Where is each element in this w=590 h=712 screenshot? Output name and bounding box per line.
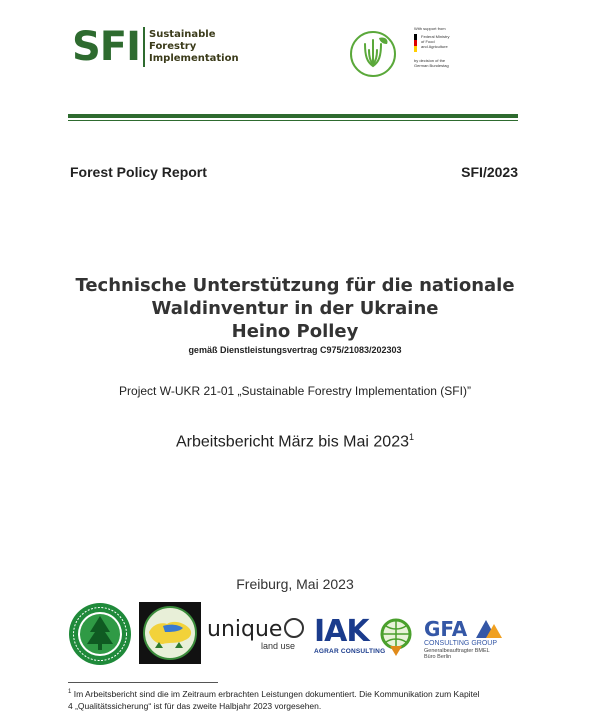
header-rule-thick — [68, 114, 518, 118]
footnote-line-1: $^1$ Im Arbeitsbericht sind die im Zeitraum erbrachten Leistungen dokumentiert. Die Kommunikation zum Kapitel — [68, 688, 480, 699]
document-title — [40, 274, 550, 355]
gfa-logo-sub: CONSULTING GROUP — [424, 640, 497, 647]
iak-logo-sub: AGRAR CONSULTING — [314, 648, 386, 655]
iak-agrar-consulting-logo — [314, 616, 414, 666]
german-flag-icon — [414, 34, 417, 52]
german-ministry-logo — [414, 26, 486, 82]
footnote — [68, 686, 538, 712]
ukraine-forestry-emblem-icon — [349, 30, 397, 78]
sfi-logo-divider — [143, 27, 145, 67]
report-code: SFI/2023 — [461, 164, 518, 180]
unique-logo-word: unique — [207, 617, 283, 642]
author-name: Heino Polley — [231, 321, 359, 342]
sfi-logo-name: Sustainable Forestry Implementation — [149, 29, 239, 64]
ministry-name: Federal Ministry of Food and Agriculture — [421, 34, 450, 49]
ministry-decision-text: by decision of the German Bundestag — [414, 58, 449, 68]
title-line-2: Waldinventur in der Ukraine — [151, 298, 439, 319]
project-line: Project W-UKR 21-01 „Sustainable Forestry Implementation (SFI)” — [119, 384, 471, 398]
footnote-reference[interactable]: 1 — [408, 432, 414, 442]
footnote-line-2: 4 „Qualitätssicherung“ ist für das zweite Halbjahr 2023 vorgesehen. — [68, 700, 322, 711]
sfi-logo — [72, 22, 239, 72]
ministry-support-text: With support from — [414, 26, 446, 31]
report-series-label: Forest Policy Report — [70, 164, 207, 180]
iak-logo-word: IAK — [314, 614, 369, 649]
work-report-text: Arbeitsbericht März bis Mai 2023 — [176, 433, 409, 451]
globe-icon — [380, 618, 412, 658]
unique-logo-sub: land use — [261, 641, 296, 651]
city-date: Freiburg, Mai 2023 — [236, 576, 354, 592]
footnote-separator — [68, 682, 218, 683]
title-line-1: Technische Unterstützung für die nationale — [75, 275, 515, 296]
header-rule-thin — [68, 120, 518, 121]
gfa-logo-word: GFA — [424, 617, 468, 641]
gfa-logo-office: Generalbeauftragter BMEL Büro Berlin — [424, 648, 490, 660]
work-report-heading — [40, 432, 550, 451]
forest-agency-seal-icon — [68, 602, 132, 666]
ukraine-map-emblem-icon — [139, 602, 201, 664]
contract-reference: gemäß Dienstleistungsvertrag C975/21083/202303 — [188, 345, 402, 355]
gfa-consulting-logo — [424, 618, 514, 666]
gfa-triangle-icon — [472, 618, 502, 640]
sfi-logo-mark: SFI — [72, 24, 141, 70]
unique-ring-icon — [284, 618, 304, 638]
unique-land-use-logo — [207, 618, 307, 664]
